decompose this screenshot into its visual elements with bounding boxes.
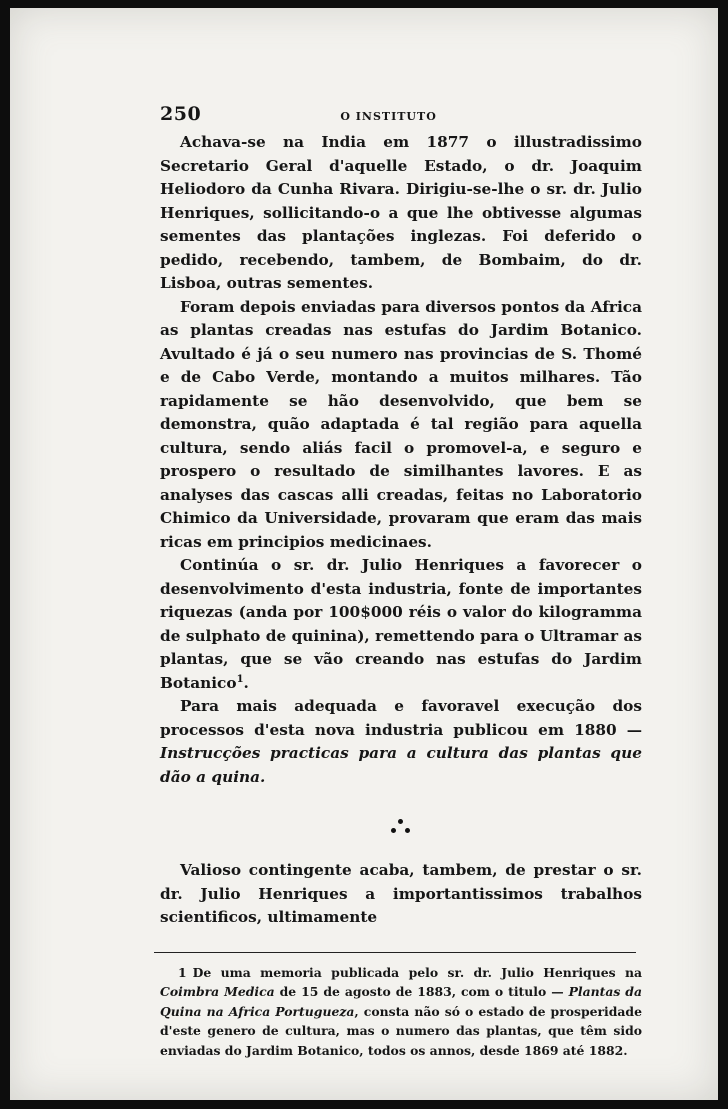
footnote-text-2: de 15 de agosto de 1883, com o titulo — — [274, 984, 569, 999]
publication-title: Instrucções practicas para a cultura das plantas que dão a quina. — [160, 744, 642, 786]
footnote — [160, 963, 642, 1061]
asterism-divider — [160, 793, 642, 851]
footnote-journal: Coimbra Medica — [160, 984, 275, 999]
asterism-dot-top — [398, 819, 403, 824]
footnote-text-1: De uma memoria publicada pelo sr. dr. Julio Henriques na — [192, 964, 642, 980]
page-header — [160, 103, 642, 131]
running-head: O INSTITUTO — [340, 110, 437, 123]
paragraph-5-text: Valioso contingente acaba, tambem, de prestar o sr. dr. Julio Henriques a importantissimos trabalhos scientificos, ultimamente — [160, 861, 642, 926]
footnote-rule — [154, 952, 636, 953]
paragraph-1-text: Achava-se na India em 1877 o illustradissimo Secretario Geral d'aquelle Estado, o dr. Joaquim Heliodoro da Cunha Rivara. Dirigiu-se-lhe o sr. dr. Julio Henriques, sollicitando-o a que lhe obtivesse algumas sementes das plantações inglezas. Foi deferido o pedido, recebendo, tambem, de Bombaim, do dr. Lisboa, outras sementes. — [160, 133, 642, 292]
page-number: 250 — [160, 103, 202, 125]
page-content — [160, 103, 642, 1060]
paragraph-3 — [160, 554, 642, 695]
paragraph-2 — [160, 296, 642, 555]
asterism-dot-right — [405, 828, 410, 833]
paragraph-1 — [160, 131, 642, 296]
paragraph-4-text: Para mais adequada e favoravel execução dos processos d'esta nova industria publicou em 1880 — — [160, 697, 642, 739]
footnote-memoir-title: Plantas da Quina na Africa Portugueza — [160, 984, 643, 1019]
paragraph-2-text: Foram depois enviadas para diversos pontos da Africa as plantas creadas nas estufas do Jardim Botanico. Avultado é já o seu numero nas provincias de S. Thomé e de Cabo Verde, montando a muitos milhares. Tão rapidamente se hão desenvolvido, que bem se demonstra, quão adaptada é tal região para aquella cultura, sendo aliás facil o promovel-a, e seguro e prospero o resultado de similhantes lavores. E as analyses das cascas alli creadas, feitas no Laboratorio Chimico da Universidade, provaram que eram das mais ricas em principios medicinaes. — [160, 297, 642, 551]
paragraph-3-end: . — [243, 673, 249, 692]
book-page — [10, 8, 718, 1100]
paragraph-4 — [160, 695, 642, 789]
paragraph-5 — [160, 859, 642, 930]
footnote-text-3: , consta não só o estado de prosperidade d'este genero de cultura, mas o numero das plantas, que têm sido enviadas do Jardim Botanico, todos os annos, desde 1869 até 1882. — [160, 1003, 642, 1058]
footnote-mark: 1 — [178, 964, 187, 980]
asterism-dot-left — [391, 828, 396, 833]
footnote-reference[interactable]: 1 — [236, 673, 244, 685]
paragraph-3-text: Continúa o sr. dr. Julio Henriques a favorecer o desenvolvimento d'esta industria, fonte de importantes riquezas (anda por 100$000 réis o valor do kilogramma de sulphato de quinina), remettendo para o Ultramar as plantas, que se vão creando nas estufas do Jardim Botanico — [160, 556, 642, 692]
